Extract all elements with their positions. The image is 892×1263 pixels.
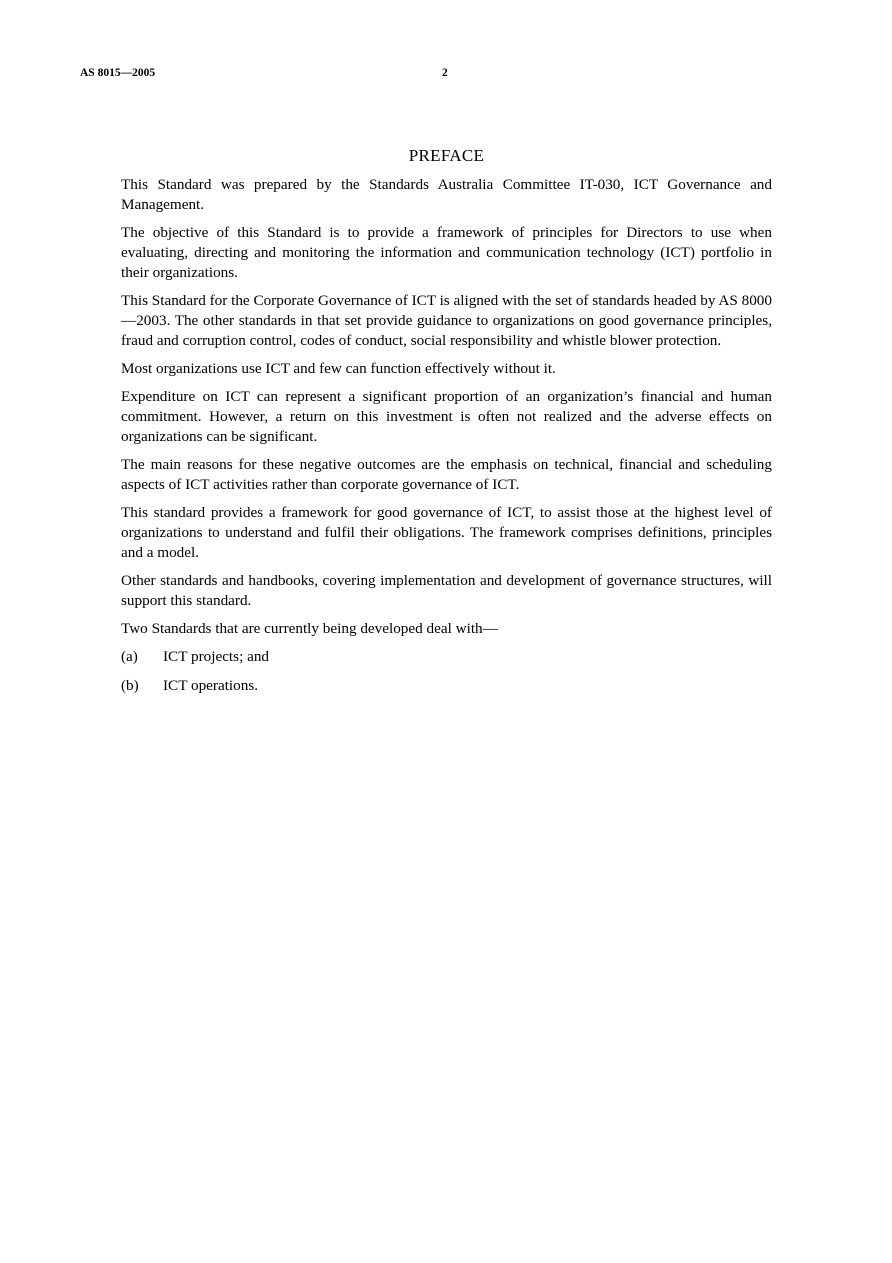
list-marker: (a) [121,648,138,665]
list-item-text: ICT projects; and [163,648,270,665]
document-id: AS 8015—2005 [80,67,156,79]
paragraph-expenditure: Expenditure on ICT can represent a significant proportion of an organization’s financial and human commitment. However, a return on this investment is often not realized and the adverse effects on organizations can be significant. [121,388,772,445]
list-item-text: ICT operations. [163,677,259,694]
section-title: PREFACE [408,146,485,165]
page-number: 2 [442,67,448,79]
paragraph-alignment: This Standard for the Corporate Governance of ICT is aligned with the set of standards headed by AS 8000—2003. The other standards in that set provide guidance to organizations on good governance principles, fraud and corruption control, codes of conduct, social responsibility and whistle blower protection. [121,292,772,349]
preface-section [121,146,772,705]
running-header [80,67,772,83]
paragraph-reasons: The main reasons for these negative outcomes are the emphasis on technical, financial and scheduling aspects of ICT activities rather than corporate governance of ICT. [121,456,772,493]
paragraph-usage: Most organizations use ICT and few can function effectively without it. [121,360,556,377]
paragraph-two-standards: Two Standards that are currently being developed deal with— [121,620,498,637]
paragraph-framework: This standard provides a framework for good governance of ICT, to assist those at the highest level of organizations to understand and fulfil their obligations. The framework comprises definitions, principles and a model. [121,504,772,561]
list-item [121,647,772,667]
paragraph-objective: The objective of this Standard is to provide a framework of principles for Directors to use when evaluating, directing and monitoring the information and communication technology (ICT) portfolio in their organizations. [121,224,772,281]
paragraph-other-standards: Other standards and handbooks, covering implementation and development of governance structures, will support this standard. [121,572,772,609]
list-marker: (b) [121,677,139,694]
paragraph-committee: This Standard was prepared by the Standards Australia Committee IT-030, ICT Governance and Management. [121,176,772,213]
list-item [121,676,772,696]
